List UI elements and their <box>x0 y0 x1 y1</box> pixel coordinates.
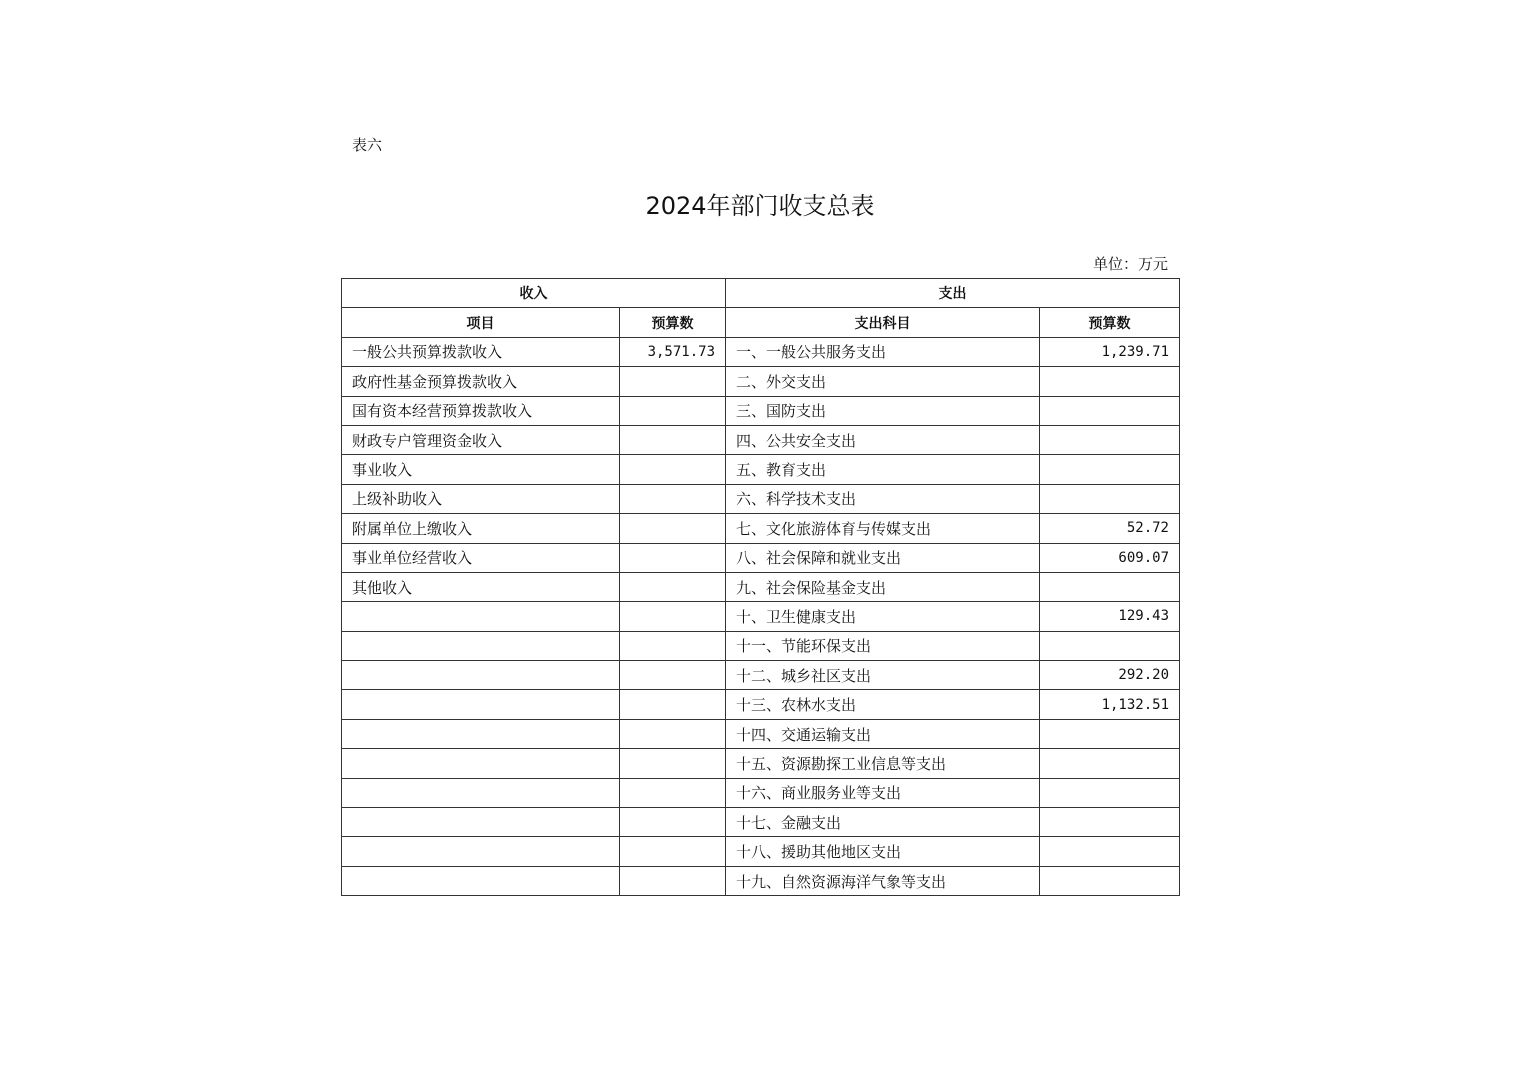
expense-item-cell: 四、公共安全支出 <box>726 425 1040 454</box>
income-amount-cell <box>620 514 726 543</box>
expense-item-cell: 十四、交通运输支出 <box>726 719 1040 748</box>
income-item-cell <box>342 808 620 837</box>
income-amount-cell <box>620 543 726 572</box>
table-row <box>342 337 1180 366</box>
table-row <box>342 455 1180 484</box>
table-row <box>342 661 1180 690</box>
table-row <box>342 425 1180 454</box>
expense-amount-cell <box>1040 367 1180 396</box>
header-row-columns <box>342 308 1180 337</box>
income-item-cell <box>342 631 620 660</box>
income-item-cell: 财政专户管理资金收入 <box>342 425 620 454</box>
expense-amount-cell: 52.72 <box>1040 514 1180 543</box>
table-row <box>342 719 1180 748</box>
expense-amount-cell <box>1040 631 1180 660</box>
header-row-group <box>342 279 1180 308</box>
income-amount-cell <box>620 602 726 631</box>
income-amount-cell <box>620 572 726 601</box>
income-amount-cell <box>620 484 726 513</box>
page-title: 2024年部门收支总表 <box>645 192 875 220</box>
income-amount-cell <box>620 367 726 396</box>
expense-amount-cell <box>1040 425 1180 454</box>
expense-amount-cell <box>1040 719 1180 748</box>
expense-budget-header: 预算数 <box>1040 308 1180 337</box>
table-row <box>342 396 1180 425</box>
income-amount-cell <box>620 778 726 807</box>
table-row <box>342 572 1180 601</box>
income-item-cell <box>342 661 620 690</box>
income-amount-cell <box>620 455 726 484</box>
income-item-cell <box>342 837 620 866</box>
income-amount-cell <box>620 866 726 895</box>
income-amount-cell <box>620 837 726 866</box>
expense-amount-cell <box>1040 778 1180 807</box>
expense-item-cell: 十五、资源勘探工业信息等支出 <box>726 749 1040 778</box>
income-item-cell: 事业单位经营收入 <box>342 543 620 572</box>
expense-item-cell: 十七、金融支出 <box>726 808 1040 837</box>
expense-header: 支出 <box>726 279 1180 308</box>
income-item-cell: 上级补助收入 <box>342 484 620 513</box>
expense-amount-cell: 292.20 <box>1040 661 1180 690</box>
income-item-header: 项目 <box>342 308 620 337</box>
expense-amount-cell <box>1040 455 1180 484</box>
table-row <box>342 749 1180 778</box>
expense-amount-cell <box>1040 749 1180 778</box>
income-amount-cell <box>620 808 726 837</box>
income-amount-cell <box>620 396 726 425</box>
table-row <box>342 484 1180 513</box>
table-body <box>342 337 1180 895</box>
table-row <box>342 690 1180 719</box>
expense-amount-cell <box>1040 808 1180 837</box>
expense-amount-cell: 129.43 <box>1040 602 1180 631</box>
table-row <box>342 837 1180 866</box>
table-row <box>342 631 1180 660</box>
income-amount-cell <box>620 661 726 690</box>
table-row <box>342 514 1180 543</box>
expense-item-cell: 二、外交支出 <box>726 367 1040 396</box>
expense-item-cell: 十、卫生健康支出 <box>726 602 1040 631</box>
expense-amount-cell <box>1040 484 1180 513</box>
income-item-cell: 政府性基金预算拨款收入 <box>342 367 620 396</box>
unit-label: 单位：万元 <box>1092 255 1168 273</box>
table-label: 表六 <box>352 136 383 154</box>
expense-amount-cell: 1,132.51 <box>1040 690 1180 719</box>
table-row <box>342 543 1180 572</box>
expense-amount-cell <box>1040 396 1180 425</box>
expense-item-cell: 十九、自然资源海洋气象等支出 <box>726 866 1040 895</box>
income-item-cell <box>342 690 620 719</box>
expense-item-cell: 十八、援助其他地区支出 <box>726 837 1040 866</box>
expense-item-cell: 九、社会保险基金支出 <box>726 572 1040 601</box>
table-row <box>342 367 1180 396</box>
expense-amount-cell: 609.07 <box>1040 543 1180 572</box>
table-row <box>342 808 1180 837</box>
expense-amount-cell <box>1040 866 1180 895</box>
income-item-cell <box>342 749 620 778</box>
income-item-cell <box>342 866 620 895</box>
income-amount-cell <box>620 631 726 660</box>
expense-item-cell: 七、文化旅游体育与传媒支出 <box>726 514 1040 543</box>
table-row <box>342 778 1180 807</box>
income-item-cell: 事业收入 <box>342 455 620 484</box>
income-budget-header: 预算数 <box>620 308 726 337</box>
expense-item-cell: 五、教育支出 <box>726 455 1040 484</box>
expense-item-cell: 八、社会保障和就业支出 <box>726 543 1040 572</box>
expense-item-cell: 十三、农林水支出 <box>726 690 1040 719</box>
income-amount-cell <box>620 425 726 454</box>
expense-amount-cell <box>1040 837 1180 866</box>
expense-item-cell: 十一、节能环保支出 <box>726 631 1040 660</box>
budget-table <box>341 278 1180 896</box>
income-item-cell: 附属单位上缴收入 <box>342 514 620 543</box>
expense-item-cell: 十六、商业服务业等支出 <box>726 778 1040 807</box>
income-amount-cell: 3,571.73 <box>620 337 726 366</box>
income-amount-cell <box>620 690 726 719</box>
income-item-cell: 国有资本经营预算拨款收入 <box>342 396 620 425</box>
income-item-cell: 其他收入 <box>342 572 620 601</box>
expense-amount-cell: 1,239.71 <box>1040 337 1180 366</box>
income-item-cell <box>342 719 620 748</box>
expense-item-cell: 三、国防支出 <box>726 396 1040 425</box>
income-amount-cell <box>620 749 726 778</box>
expense-item-cell: 六、科学技术支出 <box>726 484 1040 513</box>
income-item-cell <box>342 602 620 631</box>
expense-item-header: 支出科目 <box>726 308 1040 337</box>
table-row <box>342 602 1180 631</box>
income-amount-cell <box>620 719 726 748</box>
table-row <box>342 866 1180 895</box>
income-item-cell: 一般公共预算拨款收入 <box>342 337 620 366</box>
income-header: 收入 <box>342 279 726 308</box>
expense-item-cell: 一、一般公共服务支出 <box>726 337 1040 366</box>
income-item-cell <box>342 778 620 807</box>
expense-item-cell: 十二、城乡社区支出 <box>726 661 1040 690</box>
expense-amount-cell <box>1040 572 1180 601</box>
